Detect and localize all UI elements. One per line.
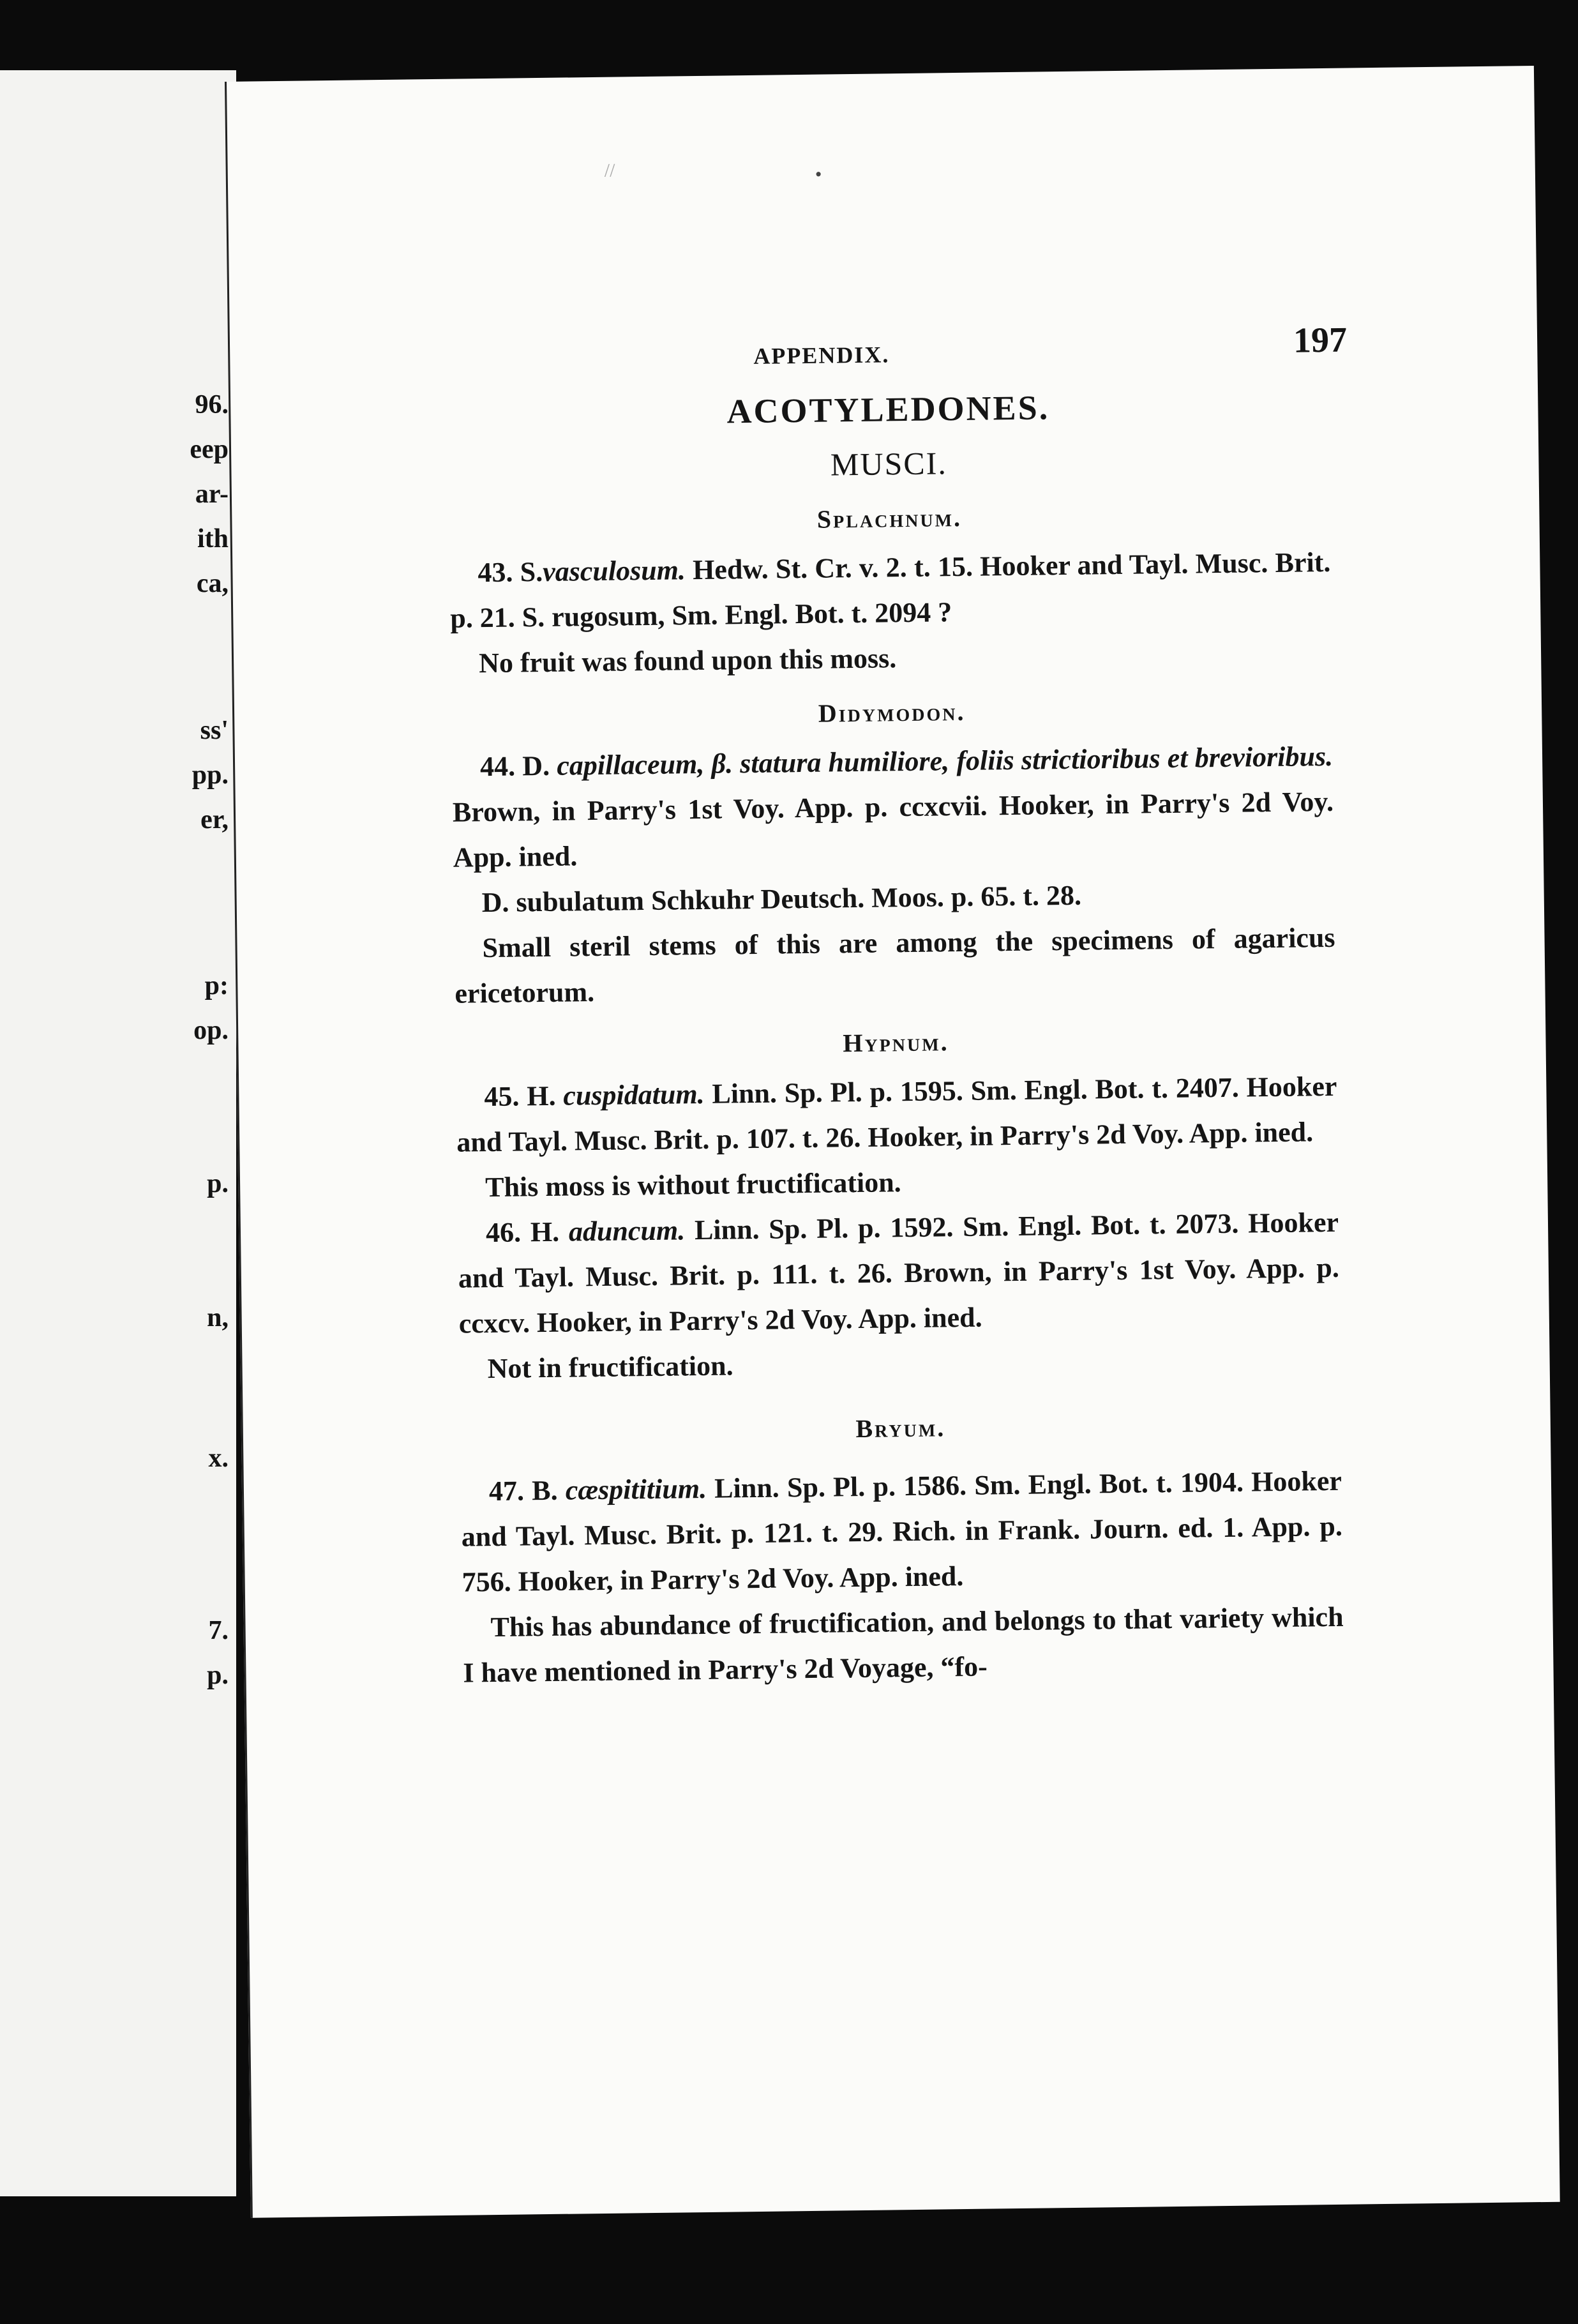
section-title: ACOTYLEDONES. (726, 388, 1050, 431)
stray-dot: • (815, 163, 822, 185)
left-page-fragment: eep (190, 435, 229, 464)
species-epithet: cæspititium. (565, 1472, 707, 1506)
entry-number: 47. (488, 1475, 525, 1507)
species-epithet: cuspidatum. (563, 1078, 705, 1112)
left-page-fragment: er, (200, 805, 229, 834)
entry-references: Linn. Sp. Pl. p. 1595. Sm. Engl. Bot. t. 2407. Hooker and Tayl. Musc. Brit. p. 107. t. 26. Hooker, in Parry's 2d Voy. App. ined. (456, 1070, 1337, 1158)
genus-abbrev: B. (531, 1474, 558, 1507)
left-page-fragment: ith (197, 524, 229, 554)
page-body (447, 320, 1348, 1696)
entry-synonym: D. subulatum Schkuhr Deutsch. Moos. p. 65. t. 28. (481, 879, 1082, 919)
species-entry-44 (452, 734, 1334, 880)
section-subtitle: MUSCI. (830, 445, 948, 483)
entry-number: 45. (484, 1080, 520, 1113)
entry-number: 44. (479, 750, 516, 783)
left-page-fragment: n, (207, 1303, 229, 1332)
species-entry-47 (461, 1458, 1343, 1605)
genus-heading-hypnum: Hypnum. (843, 1027, 949, 1058)
left-page-fragment: op. (193, 1016, 229, 1045)
species-epithet: aduncum. (568, 1214, 686, 1248)
genus-abbrev: S. (520, 555, 543, 588)
entry-references: Hedw. St. Cr. v. 2. t. 15. Hooker and Tayl. Musc. Brit. p. 21. S. rugosum, Sm. Engl. Bot. t. 2094 ? (449, 546, 1331, 634)
left-page-fragment: 96. (195, 390, 229, 419)
genus-abbrev: H. (530, 1216, 560, 1248)
species-entry-45 (456, 1064, 1338, 1165)
left-page-fragment: ar- (195, 479, 229, 509)
page-number: 197 (1293, 320, 1348, 361)
left-page-fragment: p. (207, 1661, 229, 1690)
running-head-title: APPENDIX. (753, 342, 890, 369)
species-entry-43 (449, 540, 1332, 641)
book-page (225, 66, 1560, 2218)
entry-note: No fruit was found upon this moss. (478, 642, 897, 679)
left-page-fragment: ca, (196, 569, 229, 598)
left-page-fragment: x. (208, 1444, 229, 1473)
genus-abbrev: D. (522, 750, 550, 782)
left-page-fragment: p. (207, 1169, 229, 1198)
running-head (447, 320, 1348, 389)
species-epithet: vasculosum. (542, 554, 686, 587)
genus-abbrev: H. (526, 1080, 556, 1112)
entry-note: This moss is without fructification. (485, 1166, 901, 1204)
left-page-fragment: pp. (192, 760, 229, 790)
stray-mark: // (604, 160, 615, 181)
species-epithet: capillaceum, β. statura humiliore, foliis strictioribus et brevioribus. (557, 740, 1334, 781)
entry-references: Brown, in Parry's 1st Voy. App. p. ccxcvii. Hooker, in Parry's 2d Voy. App. ined. (452, 785, 1334, 873)
entry-number: 46. (485, 1216, 522, 1249)
entry-note: This has abundance of fructification, and belongs to that variety which I have mentioned in Parry's 2d Voyage, “fo- (463, 1601, 1344, 1689)
genus-heading-didymodon: Didymodon. (818, 697, 966, 728)
genus-heading-bryum: Bryum. (855, 1413, 946, 1444)
previous-page-edge (0, 70, 236, 2196)
entry-note: Small steril stems of this are among the specimens of agaricus ericetorum. (455, 921, 1335, 1009)
left-page-fragment: p: (204, 971, 229, 1000)
genus-heading-splachnum: Splachnum. (816, 502, 963, 534)
entry-note: Not in fructification. (487, 1350, 733, 1385)
species-entry-46 (458, 1200, 1340, 1347)
entry-references: Linn. Sp. Pl. p. 1592. Sm. Engl. Bot. t. 2073. Hooker and Tayl. Musc. Brit. p. 111. t. 26. Brown, in Parry's 1st Voy. App. p. ccxcv. Hooker, in Parry's 2d Voy. App. ined. (458, 1206, 1340, 1339)
left-page-fragment: ss' (200, 716, 229, 745)
entry-number: 43. (477, 556, 513, 589)
entry-references: Linn. Sp. Pl. p. 1586. Sm. Engl. Bot. t. 1904. Hooker and Tayl. Musc. Brit. p. 121. t. 29. Rich. in Frank. Journ. ed. 1. App. p. 756. Hooker, in Parry's 2d Voy. App. ined. (461, 1465, 1343, 1598)
left-page-fragment: 7. (208, 1616, 229, 1645)
